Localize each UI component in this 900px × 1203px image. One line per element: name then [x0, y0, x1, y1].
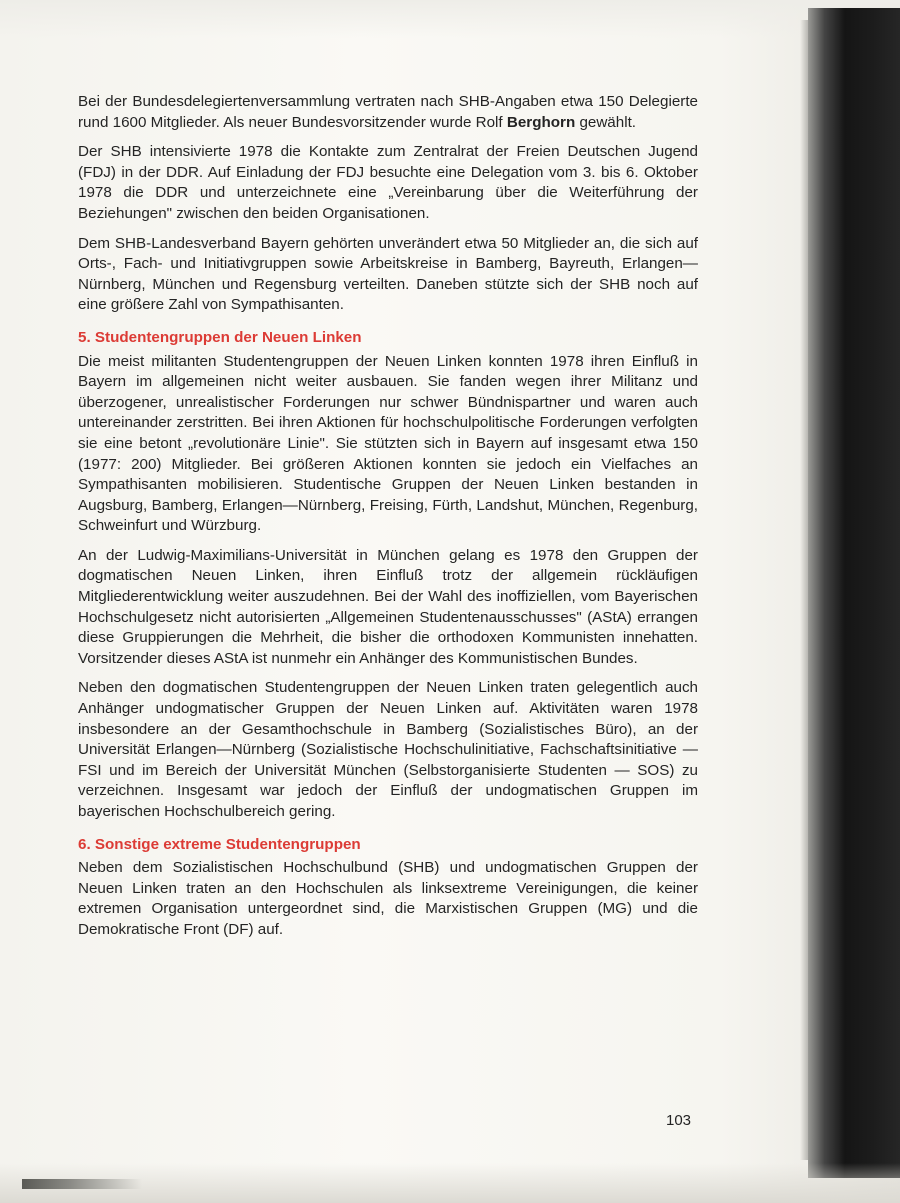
section-6-paragraph-1: Neben dem Sozialistischen Hochschulbund (SHB) und undogmatischen Gruppen der Neuen Linken traten an den Hochschulen als linksextreme Vereinigungen, die keiner extremen Organisation untergeordnet sind, die Marxistischen Gruppen (MG) und die Demokratische Front (DF) auf.	[78, 859, 698, 938]
section-6-heading: 6. Sonstige extreme Studentengruppen	[78, 835, 361, 853]
book-spine	[808, 8, 900, 1178]
section-5-paragraph-3: Neben den dogmatischen Studentengruppen der Neuen Linken traten gelegentlich auch Anhänger undogmatischer Gruppen der Neuen Linken auf. Aktivitäten waren 1978 insbesondere an der Gesamthochschule in Bamberg (Sozialistisches Büro), an der Universität Erlangen—Nürnberg (Sozialistische Hochschulinitiative, Fachschaftsinitiative — FSI und im Bereich der Universität München (Selbstorganisierte Studenten — SOS) zu verzeichnen. Insgesamt war jedoch der Einfluß der undogmatischen Gruppen im bayerischen Hochschulbereich gering.	[78, 679, 698, 820]
page-content	[78, 92, 698, 950]
section-5-paragraph-2: An der Ludwig-Maximilians-Universität in München gelang es 1978 den Gruppen der dogmatischen Neuen Linken, ihren Einfluß trotz der allgemein rückläufigen Mitgliederentwicklung weiter auszudehnen. Bei der Wahl des inoffiziellen, vom Bayerischen Hochschulgesetz nicht autorisierten „Allgemeinen Studentenausschusses" (AStA) errangen diese Gruppierungen die Mehrheit, die bisher die orthodoxen Kommunisten innehatten. Vorsitzender dieses AStA ist nunmehr ein Anhänger des Kommunistischen Bundes.	[78, 546, 698, 667]
page-top-shadow	[0, 0, 900, 38]
person-name-berghorn: Berghorn	[506, 113, 576, 131]
section-5-heading: 5. Studentengruppen der Neuen Linken	[78, 328, 362, 346]
section-5-paragraph-1: Die meist militanten Studentengruppen der Neuen Linken konnten 1978 ihren Einfluß in Bayern im allgemeinen nicht weiter ausbauen. Sie fanden wegen ihrer Militanz und überzogener, unrealistischer Forderungen nur schwer Bündnispartner und waren auch untereinander zerstritten. Bei ihren Aktionen für hochschulpolitische Forderungen verfolgten sie eine betont „revolutionäre Linie". Sie stützten sich in Bayern auf insgesamt etwa 150 (1977: 200) Mitglieder. Bei größeren Aktionen konnten sie jedoch ein Vielfaches an Sympathisanten mobilisieren. Studentische Gruppen der Neuen Linken bestanden in Augsburg, Bamberg, Erlangen—Nürnberg, Freising, Fürth, Landshut, München, Regenburg, Schweinfurt und Würzburg.	[78, 352, 698, 535]
paragraph-intro-3: Dem SHB-Landesverband Bayern gehörten unverändert etwa 50 Mitglieder an, die sich auf Orts-, Fach- und Initiativgruppen sowie Arbeitskreise in Bamberg, Bayreuth, Erlangen—Nürnberg, München und Regensburg verteilten. Daneben stützte sich der SHB noch auf eine größere Zahl von Sympathisanten.	[78, 234, 698, 314]
page-number: 103	[666, 1112, 692, 1129]
bottom-edge-mark	[22, 1179, 142, 1189]
paragraph-intro-2: Der SHB intensivierte 1978 die Kontakte zum Zentralrat der Freien Deutschen Jugend (FDJ) in der DDR. Auf Einladung der FDJ besuchte eine Delegation vom 3. bis 6. Oktober 1978 die DDR und unterzeichnete eine „Vereinbarung über die Weiterführung der Beziehungen" zwischen den beiden Organisationen.	[78, 143, 698, 222]
paragraph-intro-1	[78, 92, 698, 133]
paragraph-intro-1-text-b: gewählt.	[575, 113, 637, 131]
page-edge-shadow	[800, 20, 808, 1160]
paragraph-intro-1-text-a: Bei der Bundesdelegiertenversammlung vertraten nach SHB-Angaben etwa 150 Delegierte rund 1600 Mitglieder. Als neuer Bundesvorsitzender wurde Rolf	[78, 93, 698, 131]
